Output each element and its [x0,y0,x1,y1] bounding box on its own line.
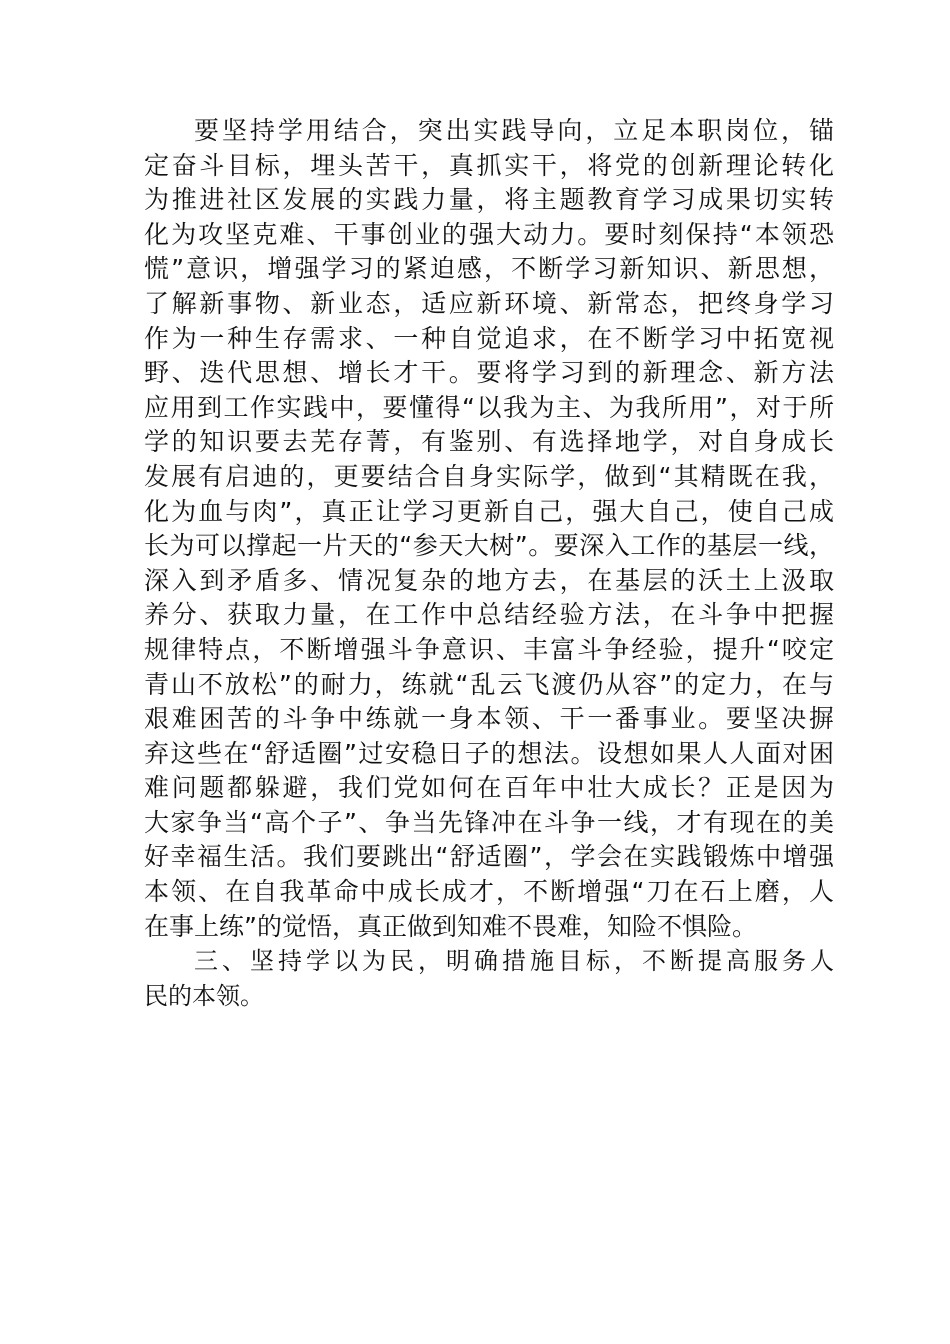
text-line: 要坚持学用结合，突出实践导向，立足本职岗位，锚 [194,116,834,145]
text-line: 大家争当“高个子”、争当先锋冲在斗争一线，才有现在的美 [144,807,834,837]
paragraph-1 [144,114,834,944]
paragraph-2 [144,944,834,1013]
text-line: 化为攻坚克难、干事创业的强大动力。要时刻保持“本领恐 [144,219,834,249]
text-line: 好幸福生活。我们要跳出“舒适圈”，学会在实践锻炼中增强 [144,842,834,872]
text-line: 野、迭代思想、增长才干。要将学习到的新理念、新方法 [144,358,834,388]
text-line: 化为血与肉”，真正让学习更新自己，强大自己，使自己成 [144,496,834,526]
text-line: 青山不放松”的耐力，练就“乱云飞渡仍从容”的定力，在与 [144,669,834,699]
text-line: 长为可以撑起一片天的“参天大树”。要深入工作的基层一线， [144,531,834,561]
text-line: 发展有启迪的，更要结合自身实际学，做到“其精既在我， [144,461,834,491]
text-line: 为推进社区发展的实践力量，将主题教育学习成果切实转 [144,185,834,215]
text-line: 了解新事物、新业态，适应新环境、新常态，把终身学习 [144,288,834,318]
text-line: 难问题都躲避，我们党如何在百年中壮大成长？正是因为 [144,773,834,803]
text-line: 作为一种生存需求、一种自觉追求，在不断学习中拓宽视 [144,323,834,353]
text-line: 深入到矛盾多、情况复杂的地方去，在基层的沃土上汲取 [144,565,834,595]
text-line: 应用到工作实践中，要懂得“以我为主、为我所用”，对于所 [144,392,834,422]
text-line: 定奋斗目标，埋头苦干，真抓实干，将党的创新理论转化 [144,150,834,180]
text-line: 规律特点，不断增强斗争意识、丰富斗争经验，提升“咬定 [144,634,834,664]
text-line: 弃这些在“舒适圈”过安稳日子的想法。设想如果人人面对困 [144,738,834,768]
text-line: 慌”意识，增强学习的紧迫感，不断学习新知识、新思想， [144,254,834,284]
document-page [144,114,834,1013]
section-heading-line: 民的本领。 [144,981,264,1010]
text-line: 本领、在自我革命中成长成才，不断增强“刀在石上磨，人 [144,877,834,907]
text-line: 艰难困苦的斗争中练就一身本领、干一番事业。要坚决摒 [144,704,834,734]
text-line: 在事上练”的觉悟，真正做到知难不畏难，知险不惧险。 [144,911,757,941]
section-heading-line: 三、坚持学以为民，明确措施目标，不断提高服务人 [194,947,834,976]
text-line: 养分、获取力量，在工作中总结经验方法，在斗争中把握 [144,600,834,630]
text-line: 学的知识要去芜存菁，有鉴别、有选择地学，对自身成长 [144,427,834,457]
